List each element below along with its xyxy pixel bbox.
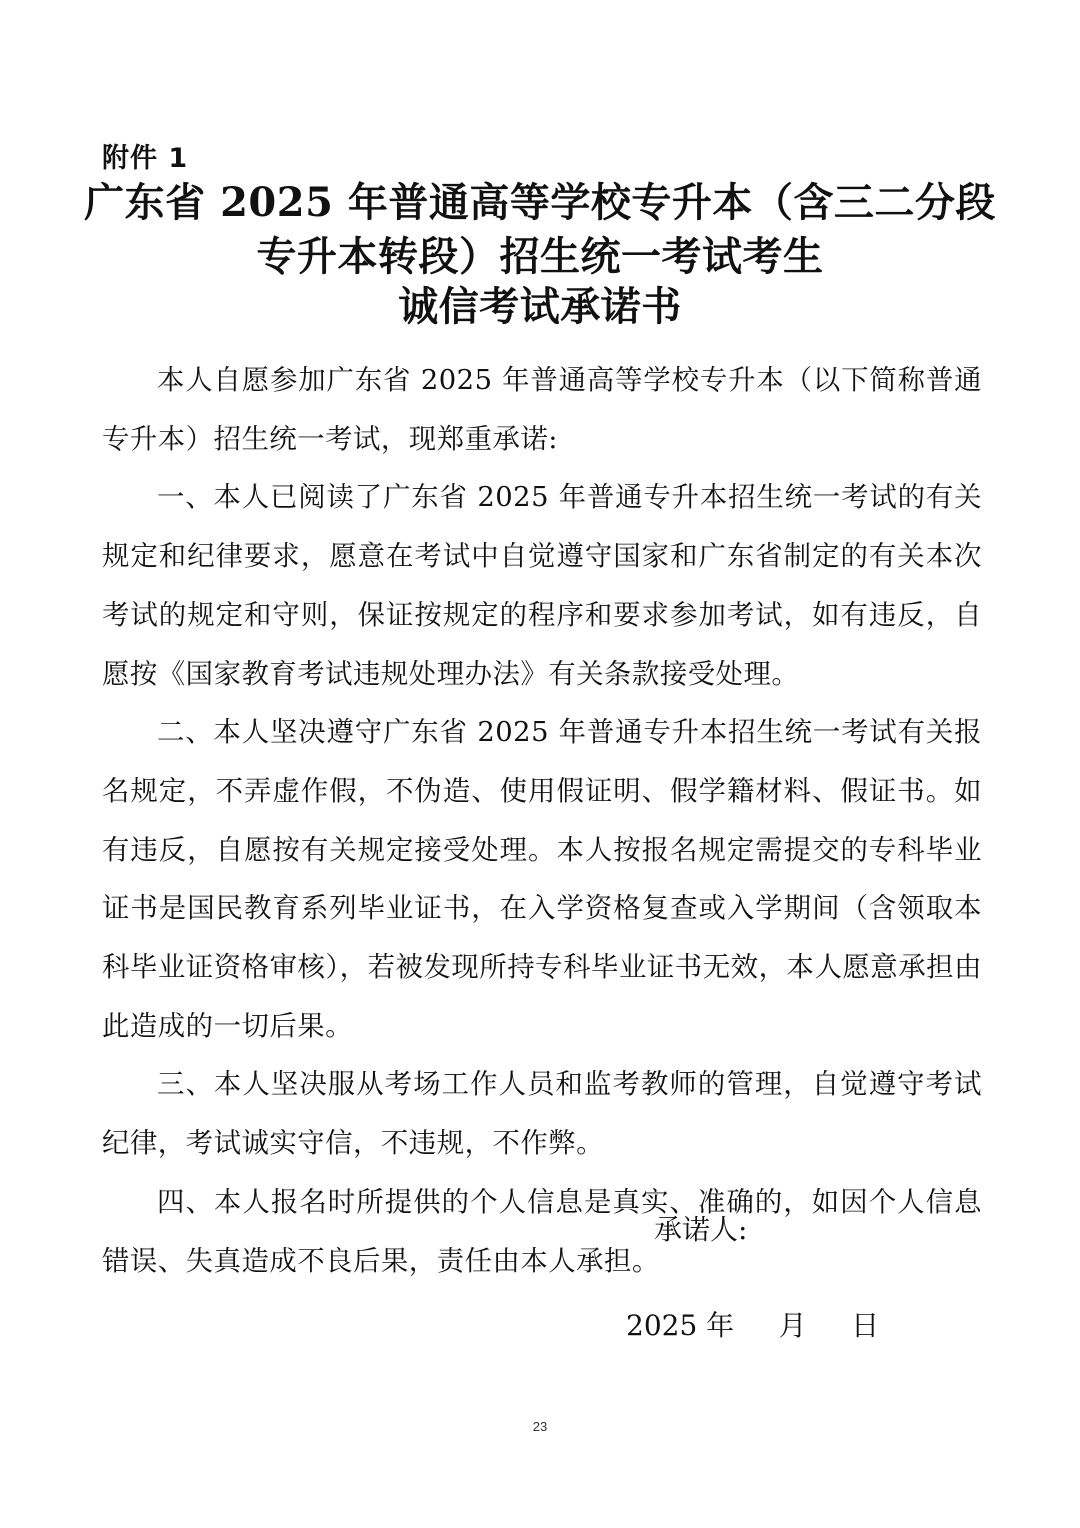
title-line-2: 专升本转段）招生统一考试考生	[256, 233, 824, 280]
title-line-1: 广东省 2025 年普通高等学校专升本（含三二分段	[84, 179, 996, 226]
date-line: 2025 年 月 日	[626, 1309, 880, 1342]
pledge-item-4: 四、本人报名时所提供的个人信息是真实、准确的，如因个人信息错误、失真造成不良后果，责任由本人承担。	[102, 1186, 982, 1277]
pledge-item-1: 一、本人已阅读了广东省 2025 年普通专升本招生统一考试的有关规定和纪律要求，愿意在考试中自觉遵守国家和广东省制定的有关本次考试的规定和守则，保证按规定的程序和要求参加考试，如有违反，自愿按《国家教育考试违规处理办法》有关条款接受处理。	[102, 482, 982, 690]
page-number: 23	[532, 1419, 548, 1434]
title-line-3: 诚信考试承诺书	[398, 283, 682, 330]
attachment-label: 附件 1	[102, 143, 189, 174]
intro-paragraph: 本人自愿参加广东省 2025 年普通高等学校专升本（以下简称普通专升本）招生统一考试，现郑重承诺:	[102, 365, 982, 455]
pledge-item-2: 二、本人坚决遵守广东省 2025 年普通专升本招生统一考试有关报名规定，不弄虚作假，不伪造、使用假证明、假学籍材料、假证书。如有违反，自愿按有关规定接受处理。本人按报名规定需提交的专科毕业证书是国民教育系列毕业证书，在入学资格复查或入学期间（含领取本科毕业证资格审核），若被发现所持专科毕业证书无效，本人愿意承担由此造成的一切后果。	[102, 717, 982, 1042]
signer-label: 承诺人:	[654, 1213, 748, 1246]
document-body	[102, 352, 982, 1291]
pledge-item-3: 三、本人坚决服从考场工作人员和监考教师的管理，自觉遵守考试纪律，考试诚实守信，不违规，不作弊。	[102, 1069, 982, 1160]
